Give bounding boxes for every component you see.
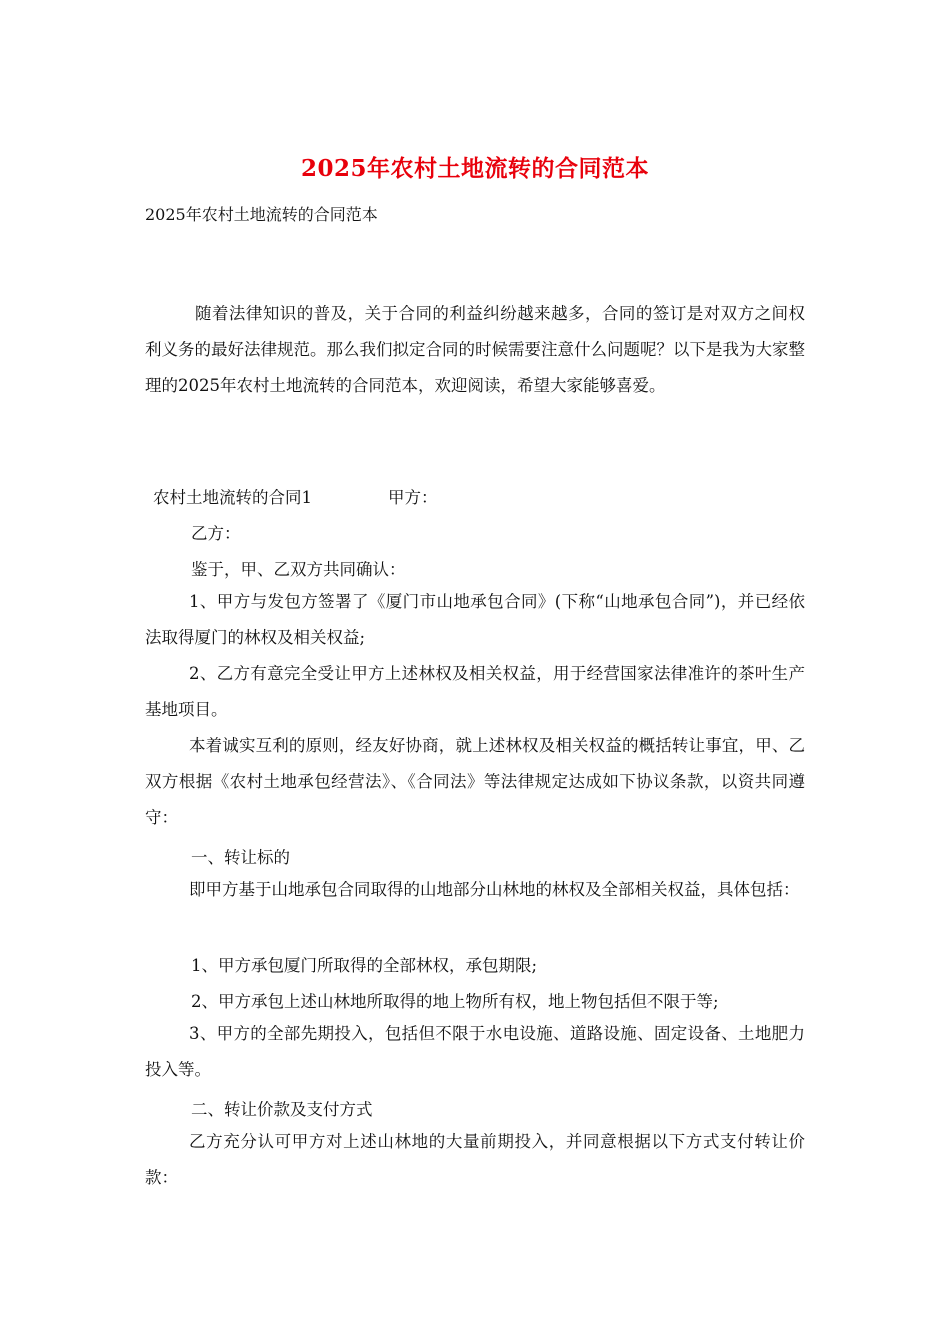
clause-item-2: 2、乙方有意完全受让甲方上述林权及相关权益，用于经营国家法律准许的茶叶生产基地项目。 [145, 664, 805, 719]
document-title: 2025年农村土地流转的合同范本 [300, 155, 649, 182]
party-a-label: 甲方： [388, 488, 438, 507]
contract-heading: 农村土地流转的合同1 [153, 488, 312, 507]
section-1-item-1: 1、甲方承包厦门所取得的全部林权，承包期限; [191, 956, 538, 975]
clause-item-1: 1、甲方与发包方签署了《厦门市山地承包合同》(下称“山地承包合同”)，并已经依法取得厦门的林权及相关权益; [145, 592, 805, 647]
confirm-line: 鉴于，甲、乙双方共同确认： [191, 560, 406, 579]
document-subtitle: 2025年农村土地流转的合同范本 [145, 205, 378, 224]
section-2-text: 乙方充分认可甲方对上述山林地的大量前期投入，并同意根据以下方式支付转让价款： [145, 1132, 805, 1187]
section-1-text: 即甲方基于山地承包合同取得的山地部分山林地的林权及全部相关权益，具体包括： [189, 880, 800, 899]
party-b-label: 乙方： [191, 524, 241, 543]
intro-paragraph: 随着法律知识的普及，关于合同的利益纠纷越来越多，合同的签订是对双方之间权利义务的最好法律规范。那么我们拟定合同的时候需要注意什么问题呢？以下是我为大家整理的2025年农村土地流转的合同范本，欢迎阅读，希望大家能够喜爱。 [145, 304, 805, 395]
principle-paragraph: 本着诚实互利的原则，经友好协商，就上述林权及相关权益的概括转让事宜，甲、乙双方根据《农村土地承包经营法》、《合同法》等法律规定达成如下协议条款，以资共同遵守： [145, 736, 805, 827]
section-2-title: 二、转让价款及支付方式 [191, 1100, 373, 1119]
section-1-title: 一、转让标的 [191, 848, 290, 867]
section-1-item-2: 2、甲方承包上述山林地所取得的地上物所有权，地上物包括但不限于等; [191, 992, 719, 1011]
section-1-item-3: 3、甲方的全部先期投入，包括但不限于水电设施、道路设施、固定设备、土地肥力投入等。 [145, 1024, 805, 1079]
